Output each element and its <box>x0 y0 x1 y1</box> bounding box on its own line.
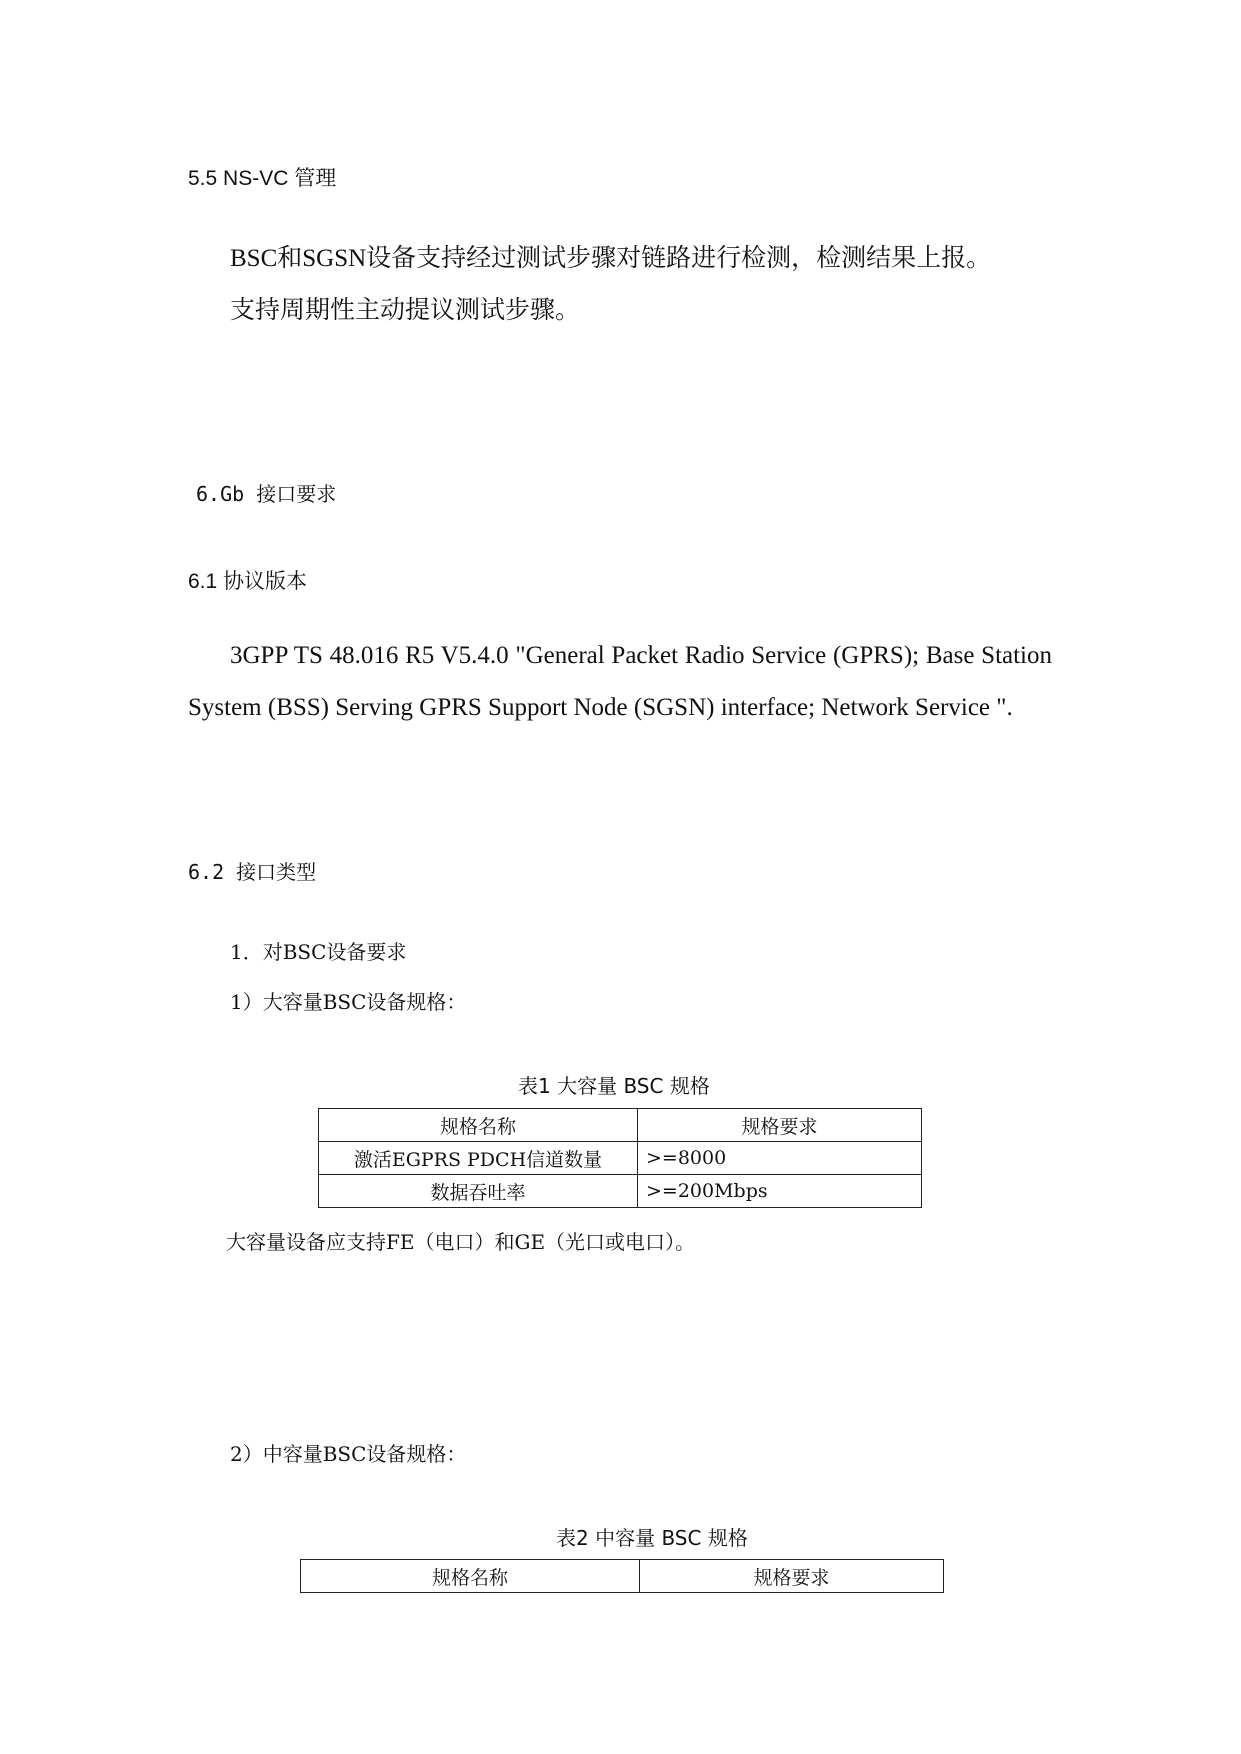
table-1 <box>318 1108 922 1208</box>
table-1-note: 大容量设备应支持FE（电口）和GE（光口或电口）。 <box>226 1230 696 1254</box>
list-item-1b: 2）中容量BSC设备规格： <box>230 1442 467 1466</box>
table-cell: >=200Mbps <box>638 1175 922 1208</box>
table-cell: 激活EGPRS PDCH信道数量 <box>319 1142 638 1175</box>
section-6-2-heading: 6.2 接口类型 <box>188 860 317 884</box>
section-5-5-paragraph-2: 支持周期性主动提议测试步骤。 <box>230 297 581 324</box>
table-header-row <box>319 1109 922 1142</box>
table-1-caption: 表1 大容量 BSC 规格 <box>518 1074 710 1098</box>
section-5-5-paragraph-1: BSC和SGSN设备支持经过测试步骤对链路进行检测，检测结果上报。 <box>230 245 992 272</box>
section-6-1-heading: 6.1 协议版本 <box>188 570 308 593</box>
table-row <box>319 1142 922 1175</box>
table-2 <box>300 1559 944 1593</box>
table-header-row <box>301 1560 944 1593</box>
section-5-5-heading: 5.5 NS-VC 管理 <box>188 167 337 190</box>
table-2-caption: 表2 中容量 BSC 规格 <box>556 1526 748 1550</box>
table-header-cell: 规格要求 <box>638 1109 922 1142</box>
table-cell: >=8000 <box>638 1142 922 1175</box>
section-6-1-paragraph: 3GPP TS 48.016 R5 V5.4.0 "General Packet Radio Service (GPRS); Base Station System (BSS) Serving GPRS Support Node (SGSN) interface; Network Service ". <box>188 642 1052 721</box>
table-header-cell: 规格名称 <box>301 1560 640 1593</box>
list-item-1a: 1）大容量BSC设备规格： <box>230 990 467 1014</box>
list-item-1: 1．对BSC设备要求 <box>230 940 407 964</box>
table-row <box>319 1175 922 1208</box>
table-header-cell: 规格要求 <box>640 1560 944 1593</box>
table-header-cell: 规格名称 <box>319 1109 638 1142</box>
section-6-heading: 6.Gb 接口要求 <box>196 482 337 506</box>
table-cell: 数据吞吐率 <box>319 1175 638 1208</box>
